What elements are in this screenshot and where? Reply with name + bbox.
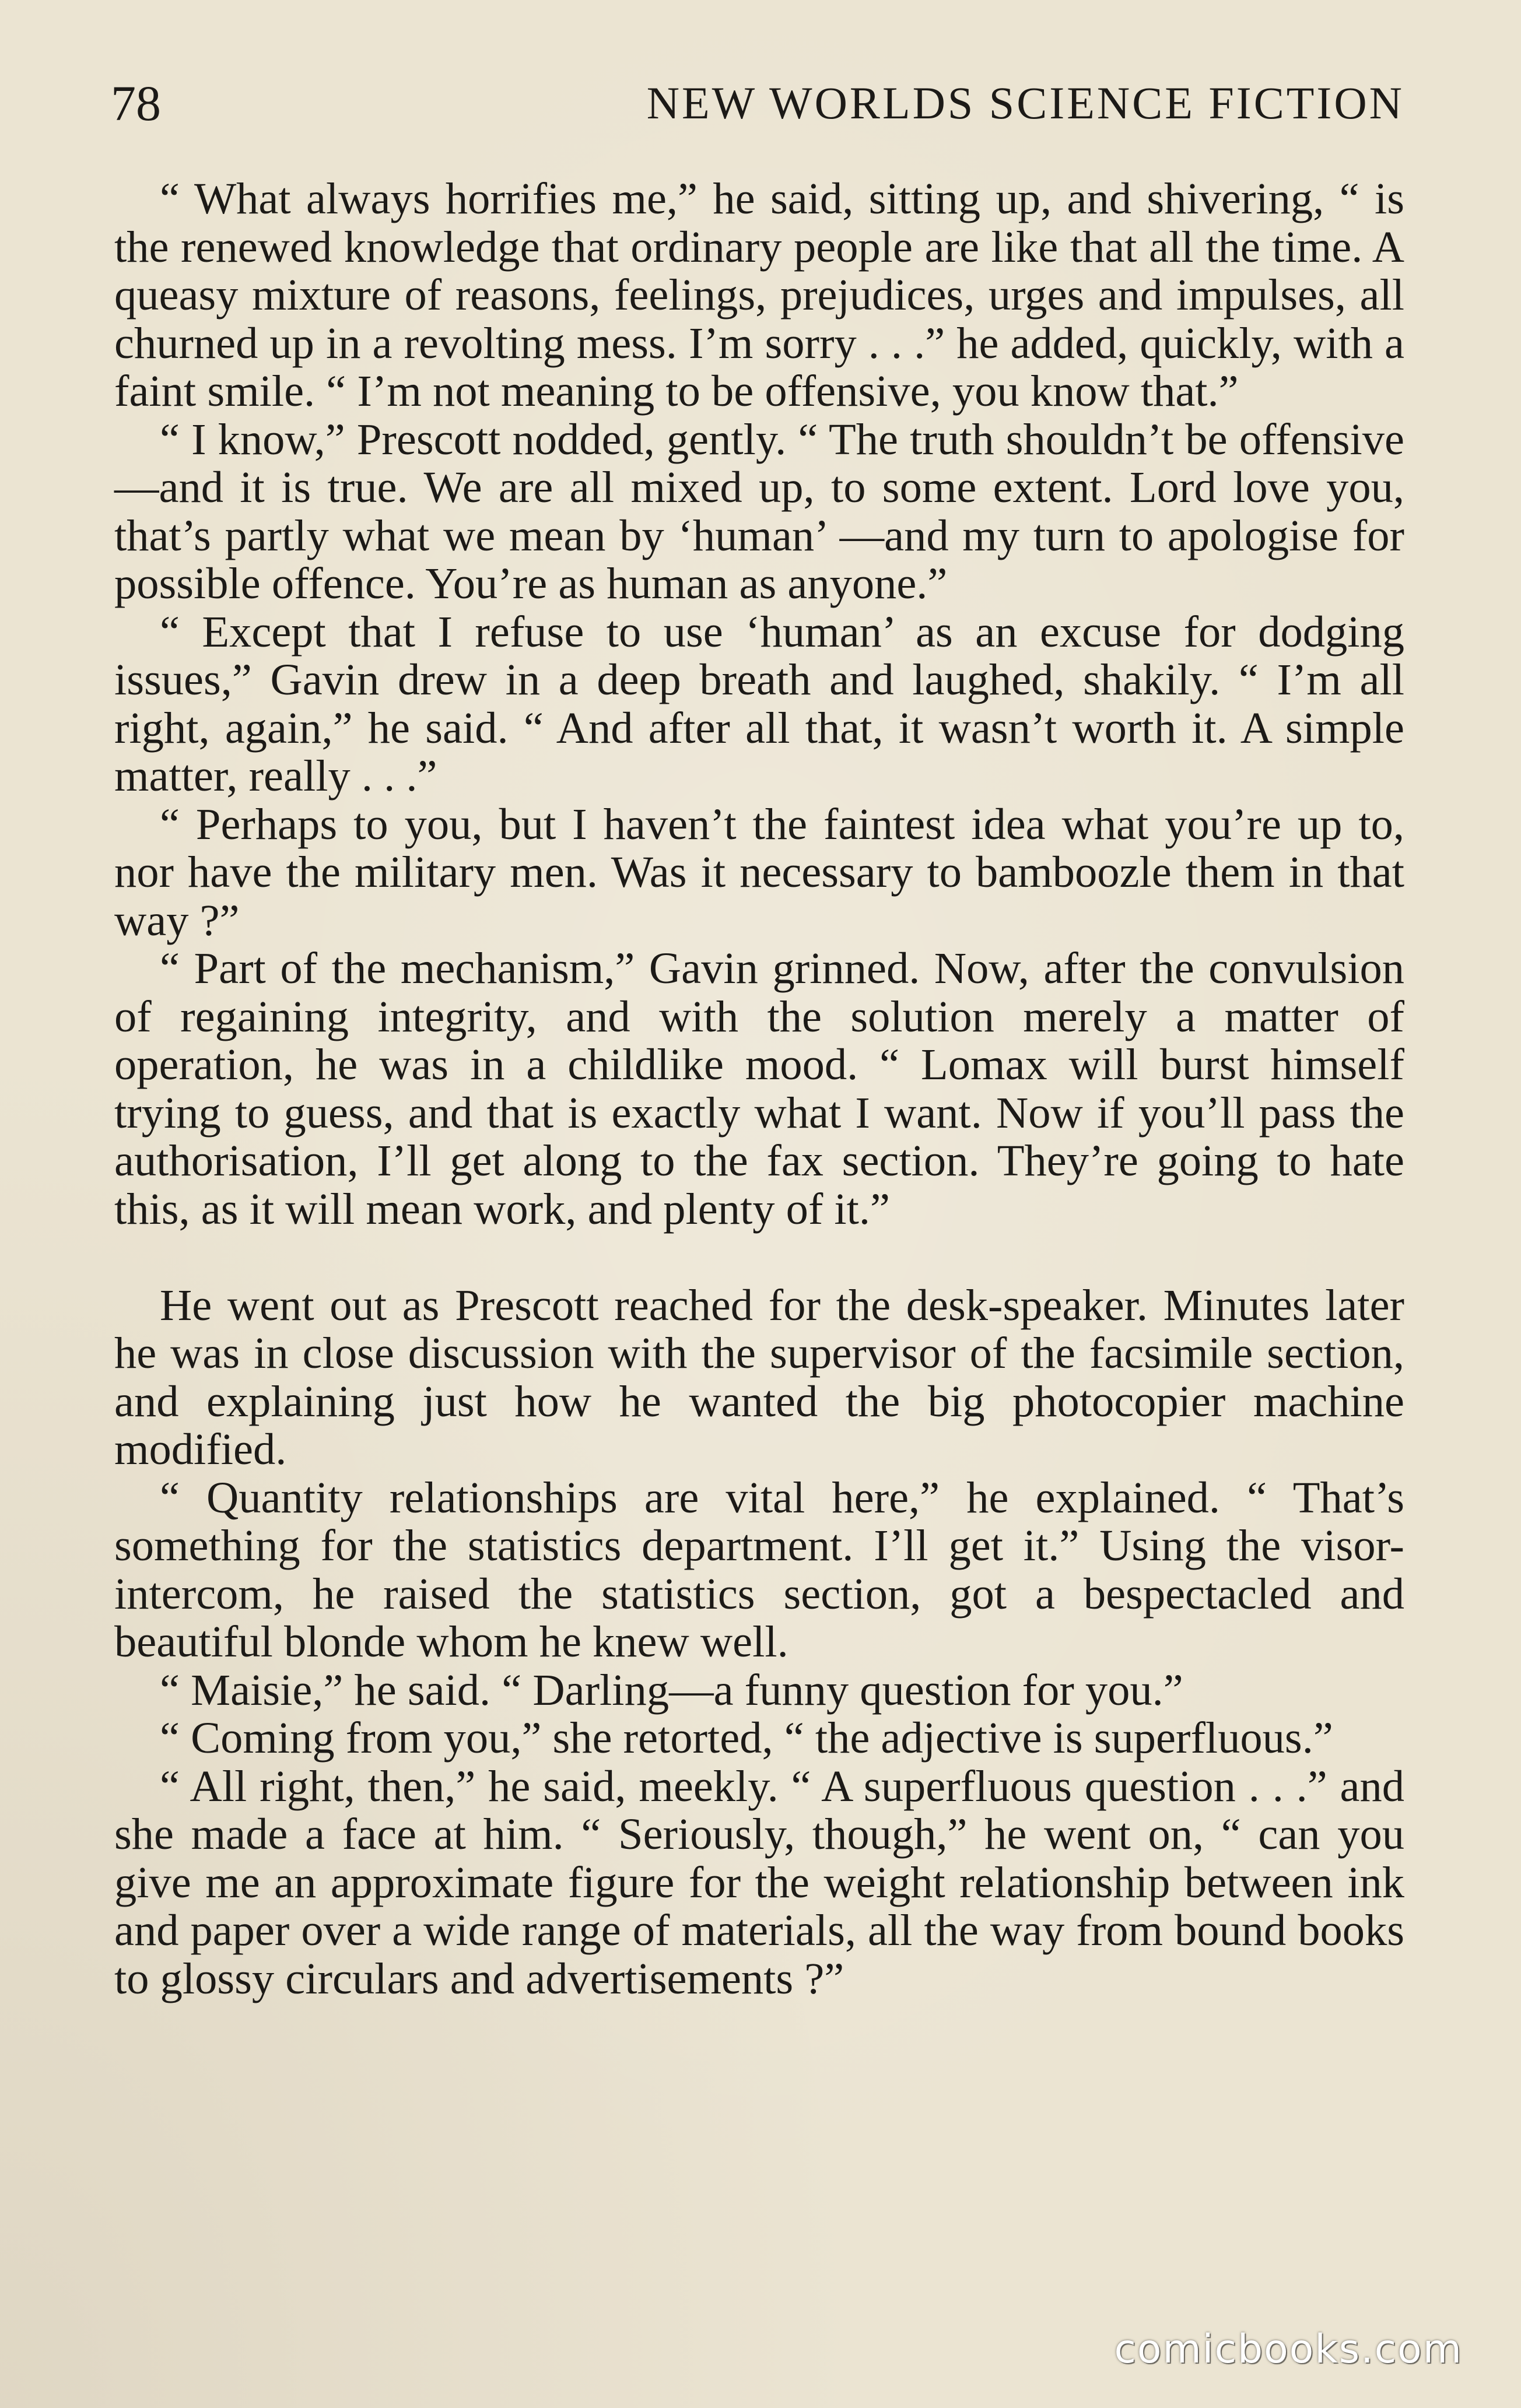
paragraph: “ Part of the mechanism,” Gavin grinned. Now, after the convulsion of regaining integrity, and with the solution merely a matter of operation, he was in a childlike mood. “ Lomax will burst himself trying to guess, and that is exactly what I want. Now if you’ll pass the authorisation, I’ll get along to the fax section. They’re going to hate this, as it will mean work, and plenty of it.” — [114, 943, 1404, 1234]
paragraph: “ All right, then,” he said, meekly. “ A superfluous question . . .” and she made a face at him. “ Seriously, though,” he went on, “ can you give me an approximate figure for the weight relationship between ink and paper over a wide range of materials, all the way from bound books to glossy circulars and advertisements ?” — [114, 1761, 1404, 2003]
paragraph: “ Maisie,” he said. “ Darling—a funny question for you.” — [160, 1665, 1183, 1715]
section-break — [114, 1233, 1404, 1282]
watermark: comicbooks.com — [1114, 2326, 1463, 2372]
paragraph: “ Quantity relationships are vital here,” he explained. “ That’s something for the statistics department. I’ll get it.” Using the visor-intercom, he raised the statistics section, got a bespectacled and beautiful blonde whom he knew well. — [114, 1472, 1404, 1666]
page-header — [111, 71, 1404, 135]
paragraph: “ Perhaps to you, but I haven’t the faintest idea what you’re up to, nor have the military men. Was it necessary to bamboozle them in that way ?” — [114, 799, 1404, 945]
running-head: NEW WORLDS SCIENCE FICTION — [646, 78, 1404, 128]
paragraph: “ What always horrifies me,” he said, sitting up, and shivering, “ is the renewed knowledge that ordinary people are like that all the time. A queasy mixture of reasons, feelings, prejudices, urges and impulses, all churned up in a revolting mess. I’m sorry . . .” he added, quickly, with a faint smile. “ I’m not meaning to be offensive, you know that.” — [114, 174, 1404, 416]
paragraph: “ Except that I refuse to use ‘human’ as an excuse for dodging issues,” Gavin drew in a deep breath and laughed, shakily. “ I’m all right, again,” he said. “ And after all that, it wasn’t worth it. A simple matter, really . . .” — [114, 606, 1404, 801]
body-text — [114, 175, 1404, 2003]
paragraph: “ Coming from you,” she retorted, “ the adjective is superfluous.” — [160, 1713, 1333, 1763]
paragraph: “ I know,” Prescott nodded, gently. “ The truth shouldn’t be offensive—and it is true. We are all mixed up, to some extent. Lord love you, that’s partly what we mean by ‘human’ —and my turn to apologise for possible offence. You’re as human as anyone.” — [114, 414, 1404, 608]
paragraph: He went out as Prescott reached for the desk-speaker. Minutes later he was in close discussion with the supervisor of the facsimile section, and explaining just how he wanted the big photocopier machine modified. — [114, 1280, 1404, 1474]
page-number: 78 — [111, 75, 161, 131]
